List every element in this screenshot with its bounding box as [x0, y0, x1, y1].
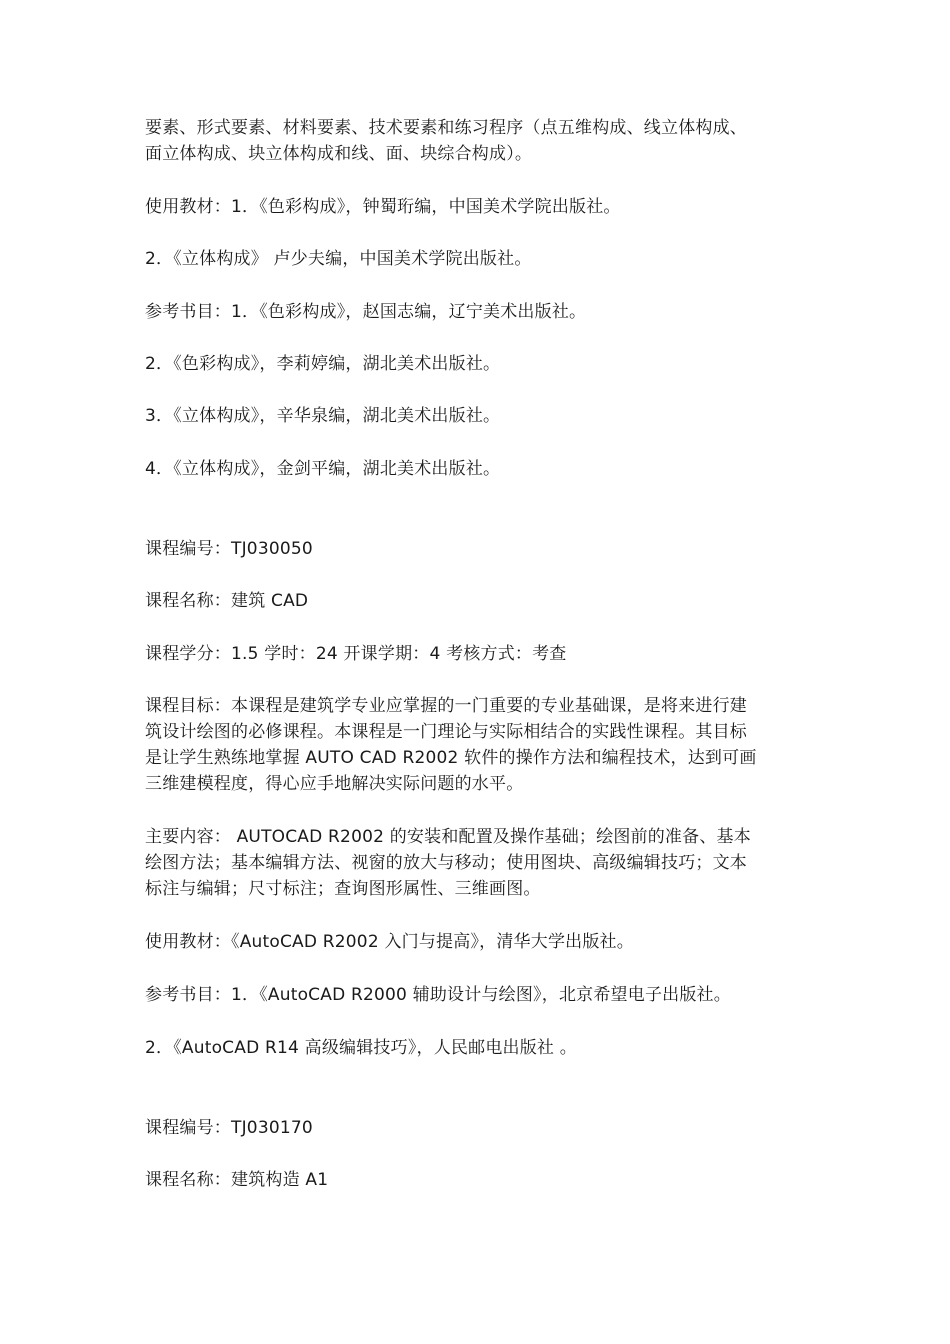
reference-line: 参考书目：1．《AutoCAD R2000 辅助设计与绘图》，北京希望电子出版社。	[145, 985, 731, 1005]
reference-line: 4．《立体构成》，金剑平编，湖北美术出版社。	[145, 459, 501, 479]
intro-line: 要素、形式要素、材料要素、技术要素和练习程序（点五维构成、线立体构成、	[145, 118, 747, 138]
textbook-line: 2．《立体构成》 卢少夫编，中国美术学院出版社。	[145, 249, 532, 269]
course-content-line: 绘图方法；基本编辑方法、视窗的放大与移动；使用图块、高级编辑技巧；文本	[145, 853, 747, 873]
reference-line: 参考书目：1．《色彩构成》，赵国志编，辽宁美术出版社。	[145, 302, 587, 322]
course-name: 课程名称：建筑构造 A1	[145, 1170, 329, 1190]
course-goal-line: 是让学生熟练地掌握 AUTO CAD R2002 软件的操作方法和编程技术，达到可画	[145, 748, 757, 768]
course-goal-line: 三维建模程度，得心应手地解决实际问题的水平。	[145, 774, 524, 794]
course-code: 课程编号：TJ030170	[145, 1118, 313, 1138]
textbook-line: 使用教材：1．《色彩构成》，钟蜀珩编，中国美术学院出版社。	[145, 197, 621, 217]
course-code: 课程编号：TJ030050	[145, 539, 313, 559]
course-content-line: 标注与编辑；尺寸标注；查询图形属性、三维画图。	[145, 879, 541, 899]
course-name: 课程名称：建筑 CAD	[145, 591, 309, 611]
course-goal-line: 课程目标：本课程是建筑学专业应掌握的一门重要的专业基础课，是将来进行建	[145, 696, 747, 716]
reference-line: 2．《色彩构成》，李莉婷编，湖北美术出版社。	[145, 354, 501, 374]
course-goal-line: 筑设计绘图的必修课程。本课程是一门理论与实际相结合的实践性课程。其目标	[145, 722, 747, 742]
textbook-line: 使用教材：《AutoCAD R2002 入门与提高》，清华大学出版社。	[145, 932, 634, 952]
reference-line: 3．《立体构成》，辛华泉编，湖北美术出版社。	[145, 406, 501, 426]
course-content-line: 主要内容： AUTOCAD R2002 的安装和配置及操作基础；绘图前的准备、基本	[145, 827, 751, 847]
intro-line: 面立体构成、块立体构成和线、面、块综合构成）。	[145, 144, 533, 164]
course-credits: 课程学分：1.5 学时：24 开课学期：4 考核方式：考查	[145, 644, 567, 664]
reference-line: 2．《AutoCAD R14 高级编辑技巧》，人民邮电出版社 。	[145, 1038, 577, 1058]
